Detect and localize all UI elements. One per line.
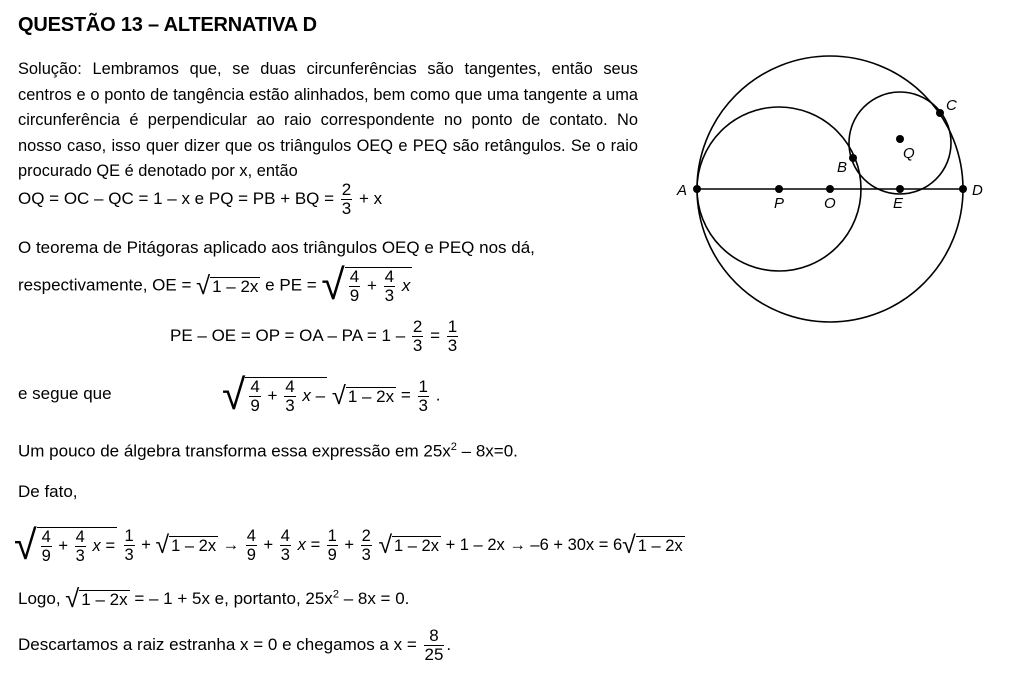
plus-sign: + <box>366 275 377 295</box>
sqrt-radicand: 1 – 2x <box>171 537 217 555</box>
frac-num: 1 <box>327 527 337 545</box>
frac-num: 4 <box>280 527 290 545</box>
x-minus: x – <box>302 385 326 405</box>
point-o <box>826 185 834 193</box>
plus-sign: + <box>344 535 355 554</box>
sqrt-big: √ $\frac{4}{9}$ + $\frac{4}{3}$ x = <box>14 522 115 568</box>
frac-den: 9 <box>41 546 51 565</box>
frac-den: 3 <box>447 336 458 355</box>
sqrt-oe: √ 1 – 2x <box>196 271 259 300</box>
frac-den: 3 <box>280 546 290 564</box>
frac-num: 4 <box>349 267 360 286</box>
frac-num: 2 <box>412 317 423 336</box>
plus-sign: + <box>58 536 69 555</box>
oq-pq-left: OQ = OC – QC = 1 – x e PQ = PB + BQ = <box>18 188 335 208</box>
logo-rest: = – 1 + 5x e, portanto, 25x <box>134 588 333 608</box>
frac-num: 2 <box>341 180 352 199</box>
frac-den: 3 <box>124 546 134 564</box>
frac-den: 9 <box>349 286 360 305</box>
frac-num: 4 <box>285 377 295 396</box>
label-o: O <box>824 195 836 212</box>
frac-num: 1 <box>418 376 429 396</box>
plus-sign: + <box>263 535 274 554</box>
sqrt-radicand: 1 – 2x <box>81 590 128 609</box>
point-c <box>936 109 944 117</box>
plus-sign: + <box>141 535 151 554</box>
exponent: 2 <box>450 441 457 453</box>
point-p <box>775 185 783 193</box>
label-e: E <box>893 195 904 212</box>
sqrt-small: √ 1 – 2x <box>65 585 128 613</box>
sqrt-big: √ $\frac{4}{9}$ + $\frac{4}{3}$ x – <box>222 372 326 419</box>
pythagoras-line-2 <box>18 262 412 310</box>
arrow: → <box>222 535 240 554</box>
logo-end: – 8x = 0. <box>338 588 410 608</box>
frac-num: 8 <box>424 627 445 646</box>
frac-num: 4 <box>41 527 51 546</box>
frac-num: 4 <box>75 527 85 546</box>
pythagoras-line-1: O teorema de Pitágoras aplicado aos triângulos OEQ e PEQ nos dá, <box>18 238 535 257</box>
point-q <box>896 135 904 143</box>
algebra-text: Um pouco de álgebra transforma essa expressão em 25x <box>18 441 451 461</box>
segue-equation <box>222 372 440 420</box>
frac-den: 3 <box>75 546 85 565</box>
equation-op <box>170 318 460 355</box>
algebra-text-end: – 8x=0. <box>456 441 518 461</box>
conclusion-line <box>18 627 451 664</box>
frac-den: 9 <box>327 546 337 564</box>
sqrt-small: √ 1 – 2x <box>622 531 683 559</box>
logo-prefix: Logo, <box>18 588 61 608</box>
x-eq: x = <box>92 536 115 555</box>
frac-den: 9 <box>250 396 260 415</box>
sqrt-pe: √ $\frac{4}{9}$ + $\frac{4}{3}$ x <box>321 262 411 309</box>
logo-line <box>18 585 409 614</box>
frac-den: 25 <box>424 645 444 664</box>
frac-den: 3 <box>412 336 423 355</box>
label-q: Q <box>903 145 915 162</box>
sqrt-radicand: 1 – 2x <box>637 537 683 555</box>
frac-den: 9 <box>246 546 256 564</box>
frac-num: 1 <box>124 527 134 545</box>
plus-sign: + <box>267 385 278 405</box>
label-a: A <box>677 182 688 199</box>
frac-num: 4 <box>246 527 256 545</box>
solution-paragraph: Solução: Lembramos que, se duas circunferências são tangentes, então seus centros e o ponto de tangência estão alinhados, bem como que uma tangente a uma circunferência é perpendicular ao raio correspondente no ponto de contato. No nosso caso, isso quer dizer que os triângulos OEQ e PEQ são retângulos. Se o raio procurado QE é denotado por x, então <box>18 60 638 180</box>
oe-prefix: respectivamente, OE = <box>18 275 192 295</box>
conclusion-text: Descartamos a raiz estranha x = 0 e chegamos a x = <box>18 634 417 654</box>
page-title: QUESTÃO 13 – ALTERNATIVA D <box>18 14 317 36</box>
de-fato: De fato, <box>18 482 78 501</box>
point-a <box>693 185 701 193</box>
frac-den: 3 <box>384 286 395 305</box>
sqrt-small: √ 1 – 2x <box>155 531 217 559</box>
var-x: x <box>401 275 411 295</box>
label-p: P <box>774 195 785 212</box>
label-b: B <box>837 159 848 176</box>
label-c: C <box>946 97 957 114</box>
fraction-two-thirds <box>341 181 352 218</box>
period: . <box>435 385 441 405</box>
sqrt-radicand: 1 – 2x <box>347 386 395 406</box>
long-equation <box>14 522 685 569</box>
frac-den: 3 <box>341 199 352 218</box>
equals-sign: = <box>430 325 441 345</box>
exponent: 2 <box>332 588 339 601</box>
equals-sign: = <box>400 385 411 405</box>
equation-op-left: PE – OE = OP = OA – PA = 1 – <box>170 325 406 345</box>
oq-pq-right: + x <box>359 188 383 208</box>
frac-den: 3 <box>418 395 429 415</box>
point-e <box>896 185 904 193</box>
geometry-figure <box>665 40 995 340</box>
label-d: D <box>972 182 983 199</box>
algebra-line <box>18 441 518 462</box>
segue-label: e segue que <box>18 384 112 403</box>
sqrt-radicand: 1 – 2x <box>394 537 439 555</box>
oq-pq-equation <box>18 181 382 218</box>
frac-den: 3 <box>361 546 371 564</box>
sqrt-oe-radicand: 1 – 2x <box>212 276 259 296</box>
frac-num: 4 <box>384 267 395 286</box>
frac-num: 1 <box>447 317 458 336</box>
sqrt-small: √ 1 – 2x <box>331 381 395 410</box>
frac-num: 2 <box>361 527 371 545</box>
point-b <box>849 154 857 162</box>
frac-num: 4 <box>250 377 260 396</box>
sqrt-small: √ 1 – 2x <box>378 531 439 559</box>
equation-rest: + 1 – 2x → –6 + 30x = 6 <box>445 535 623 554</box>
pe-label: e PE = <box>265 275 317 295</box>
frac-den: 3 <box>285 396 295 415</box>
x-eq: x = <box>297 535 321 554</box>
period: . <box>446 634 452 654</box>
point-d <box>959 185 967 193</box>
